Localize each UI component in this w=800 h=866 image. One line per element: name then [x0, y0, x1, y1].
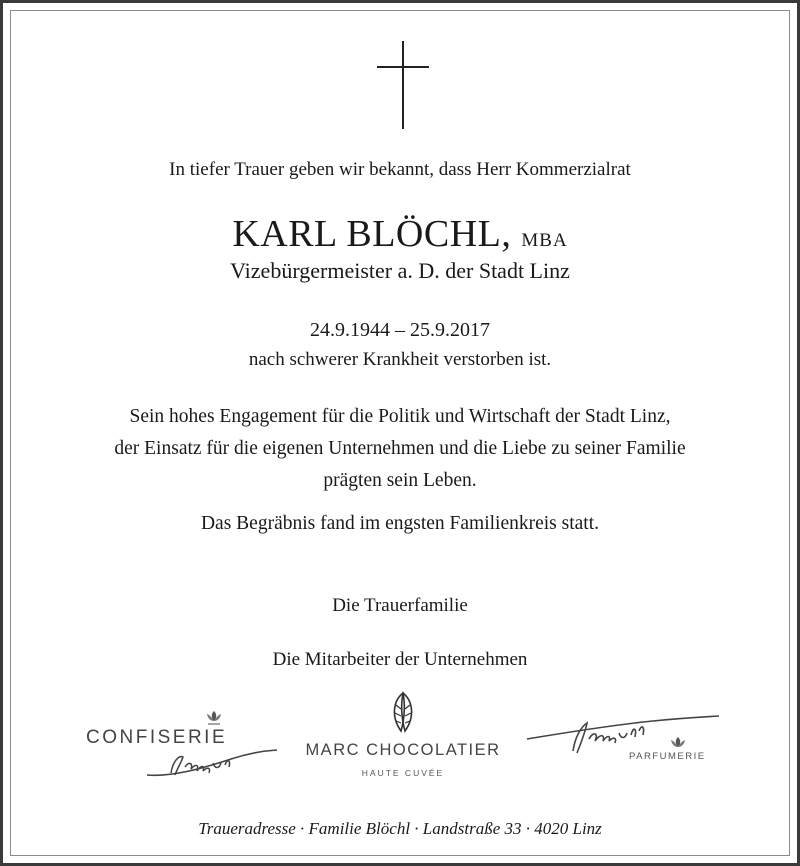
signature-family: Die Trauerfamilie: [332, 595, 468, 616]
death-note: nach schwerer Krankheit verstorben ist.: [248, 349, 552, 370]
deceased-name: [3, 212, 797, 256]
funeral-note: Das Begräbnis fand im engsten Familienkreis statt.: [200, 513, 600, 534]
flower-icon: [669, 735, 687, 751]
tribute-paragraph: [3, 401, 797, 497]
parfumerie-wordmark: PARFUMERIE: [629, 751, 706, 762]
haute-cuvee-text: HAUTE CUVÉE: [361, 768, 445, 778]
cocoa-bean-icon: [385, 691, 421, 735]
intro-text: In tiefer Trauer geben wir bekannt, dass Herr Kommerzialrat: [169, 159, 631, 180]
marc-chocolatier-logo: [303, 691, 503, 791]
signature-staff: Die Mitarbeiter der Unternehmen: [272, 649, 528, 670]
deceased-title: Vizebürgermeister a. D. der Stadt Linz: [230, 258, 570, 283]
mourning-address: Traueradresse · Familie Blöchl · Landstraße 33 · 4020 Linz: [198, 819, 602, 838]
parfumerie-logo: [523, 703, 733, 783]
tribute-line: Sein hohes Engagement für die Politik und Wirtschaft der Stadt Linz,: [129, 406, 671, 427]
tribute-line: prägten sein Leben.: [323, 470, 477, 491]
deceased-name-suffix: MBA: [521, 230, 568, 251]
tribute-line: der Einsatz für die eigenen Unternehmen und die Liebe zu seiner Familie: [114, 438, 686, 459]
confiserie-wordmark: CONFISERIE: [86, 727, 228, 748]
flower-icon: [205, 709, 223, 725]
deceased-name-main: KARL BLÖCHL,: [232, 213, 512, 255]
life-dates: 24.9.1944 – 25.9.2017: [310, 319, 490, 341]
signature-script-icon: [141, 747, 281, 781]
cross-icon: [377, 41, 429, 129]
confiserie-logo: [83, 703, 283, 783]
marc-chocolatier-wordmark: MARC CHOCOLATIER: [305, 741, 501, 759]
